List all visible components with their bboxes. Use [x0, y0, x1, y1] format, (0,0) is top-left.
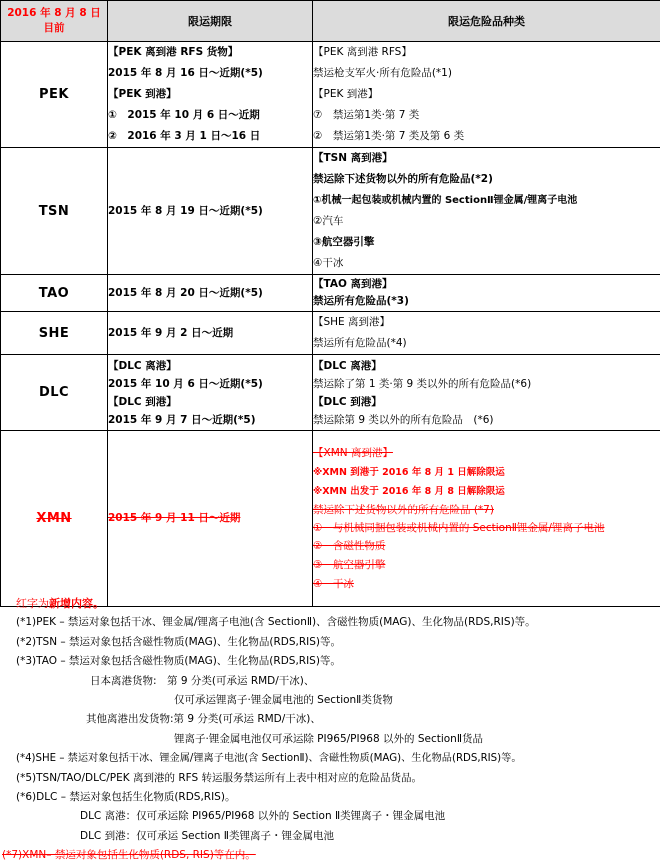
- notes-title-part1: 红字为: [16, 597, 49, 610]
- types-line: ② 禁运第1类·第 7 类及第 6 类: [313, 126, 660, 147]
- types-line: 禁运枪支军火·所有危险品(*1): [313, 63, 660, 84]
- types-line: ①机械一起包装或机械内置的 SectionⅡ锂金属/锂离子电池: [313, 190, 660, 211]
- types-line: ③ 航空器引擎: [313, 556, 660, 575]
- types-line: ②汽车: [313, 211, 660, 232]
- types-line: 禁运所有危险品(*4): [313, 333, 660, 354]
- header-types: 限运危险品种类: [313, 1, 660, 42]
- period-line: 【DLC 离港】: [108, 357, 312, 375]
- types-cell-tao: [313, 275, 660, 312]
- table-row-pek: [1, 42, 660, 148]
- types-line: ④干冰: [313, 253, 660, 274]
- types-cell-pek: [313, 42, 660, 148]
- note-3-detail: 日本离港货物: 第 9 分类(可承运 RMD/干冰)、: [16, 672, 656, 691]
- footnotes: [16, 594, 656, 866]
- period-line: ② 2016 年 3 月 1 日～16 日: [108, 126, 312, 147]
- types-line: 【DLC 到港】: [313, 393, 660, 411]
- types-line: ④ 干冰: [313, 575, 660, 594]
- header-date-line1: 2016 年 8 月 8 日: [1, 6, 107, 21]
- airport-code-dlc: DLC: [1, 355, 108, 431]
- period-cell-xmn: [108, 431, 313, 607]
- note-3-detail: 仅可承运锂离子·锂金属电池的 SectionⅡ类货物: [16, 691, 656, 710]
- note-6: (*6)DLC – 禁运对象包括生化物质(RDS,RIS)。: [16, 788, 656, 807]
- period-line: 2015 年 10 月 6 日～近期(*5): [108, 375, 312, 393]
- period-line: 2015 年 9 月 2 日～近期: [108, 323, 312, 344]
- period-cell-tsn: [108, 148, 313, 275]
- note-1: (*1)PEK – 禁运对象包括干冰、锂金属/锂离子电池(含 SectionⅡ)、含磁性物质(MAG)、生化物品(RDS,RIS)等。: [16, 613, 656, 632]
- table-row-dlc: [1, 355, 660, 431]
- period-line: 【DLC 到港】: [108, 393, 312, 411]
- types-line: 【SHE 离到港】: [313, 312, 660, 333]
- period-cell-pek: [108, 42, 313, 148]
- note-5: (*5)TSN/TAO/DLC/PEK 离到港的 RFS 转运服务禁运所有上表中相对应的危险品货品。: [16, 769, 656, 788]
- table-row-tsn: [1, 148, 660, 275]
- header-date-line2: 目前: [1, 21, 107, 36]
- types-line: 禁运除了第 1 类·第 9 类以外的所有危险品(*6): [313, 375, 660, 393]
- period-line: 【PEK 离到港 RFS 货物】: [108, 42, 312, 63]
- note-6-detail: DLC 到港：仅可承运 Section Ⅱ类锂离子・锂金属电池: [16, 827, 656, 846]
- note-7: (*7)XMN– 禁运对象包括生化物质(RDS, RIS)等在内。: [2, 846, 656, 865]
- airport-code-xmn: XMN: [1, 431, 108, 607]
- header-period: 限运期限: [108, 1, 313, 42]
- period-line: 2015 年 8 月 20 日～近期(*5): [108, 283, 312, 304]
- table-row-xmn: [1, 431, 660, 607]
- notes-title: [16, 594, 656, 613]
- types-line: 【DLC 离港】: [313, 357, 660, 375]
- note-3: (*3)TAO – 禁运对象包括含磁性物质(MAG)、生化物品(RDS,RIS)等。: [16, 652, 656, 671]
- note-2: (*2)TSN – 禁运对象包括含磁性物质(MAG)、生化物品(RDS,RIS)等。: [16, 633, 656, 652]
- note-6-detail: DLC 离港：仅可承运除 PI965/PI968 以外的 Section Ⅱ类锂离子・锂金属电池: [16, 807, 656, 826]
- types-line: ※XMN 出发于 2016 年 8 月 8 日解除限运: [313, 482, 660, 501]
- period-cell-tao: [108, 275, 313, 312]
- period-line: 2015 年 9 月 11 日～近期: [108, 508, 312, 529]
- airport-code-pek: PEK: [1, 42, 108, 148]
- types-line: 【TSN 离到港】: [313, 148, 660, 169]
- types-cell-tsn: [313, 148, 660, 275]
- types-line: ※XMN 到港于 2016 年 8 月 1 日解除限运: [313, 463, 660, 482]
- airport-code-tao: TAO: [1, 275, 108, 312]
- airport-code-tsn: TSN: [1, 148, 108, 275]
- table-row-she: [1, 312, 660, 355]
- table-header-row: [1, 1, 660, 42]
- types-line: ③航空器引擎: [313, 232, 660, 253]
- types-line: 禁运除下述货物以外的所有危险品 (*7): [313, 501, 660, 520]
- types-line: ② 含磁性物质: [313, 537, 660, 556]
- notes-title-part2: 新增内容: [49, 597, 93, 610]
- types-cell-she: [313, 312, 660, 355]
- types-line: 【PEK 到港】: [313, 84, 660, 105]
- note-4: (*4)SHE – 禁运对象包括干冰、锂金属/锂离子电池(含 SectionⅡ)、含磁性物质(MAG)、生化物品(RDS,RIS)等。: [16, 749, 656, 768]
- types-line: 【PEK 离到港 RFS】: [313, 42, 660, 63]
- period-line: ① 2015 年 10 月 6 日～近期: [108, 105, 312, 126]
- types-line: 禁运所有危险品(*3): [313, 293, 660, 310]
- types-line: ① 与机械同捆包装或机械内置的 SectionⅡ锂金属/锂离子电池: [313, 520, 660, 537]
- note-3-detail: 锂离子·锂金属电池仅可承运除 PI965/PI968 以外的 SectionⅡ货品: [16, 730, 656, 749]
- types-line: 【XMN 离到港】: [313, 444, 660, 463]
- types-cell-xmn: [313, 431, 660, 607]
- period-line: 2015 年 8 月 19 日～近期(*5): [108, 201, 312, 222]
- table-row-tao: [1, 275, 660, 312]
- types-line: 禁运除第 9 类以外的所有危险品 (*6): [313, 411, 660, 429]
- period-line: 2015 年 9 月 7 日～近期(*5): [108, 411, 312, 429]
- period-cell-dlc: [108, 355, 313, 431]
- types-cell-dlc: [313, 355, 660, 431]
- airport-code-she: SHE: [1, 312, 108, 355]
- note-3-detail: 其他离港出发货物:第 9 分类(可承运 RMD/干冰)、: [16, 710, 656, 729]
- period-line: 【PEK 到港】: [108, 84, 312, 105]
- period-line: 2015 年 8 月 16 日～近期(*5): [108, 63, 312, 84]
- header-date: [1, 1, 108, 42]
- types-line: 禁运除下述货物以外的所有危险品(*2): [313, 169, 660, 190]
- notes-title-part3: 。: [93, 597, 104, 610]
- types-line: 【TAO 离到港】: [313, 276, 660, 293]
- types-line: ⑦ 禁运第1类·第 7 类: [313, 105, 660, 126]
- period-cell-she: [108, 312, 313, 355]
